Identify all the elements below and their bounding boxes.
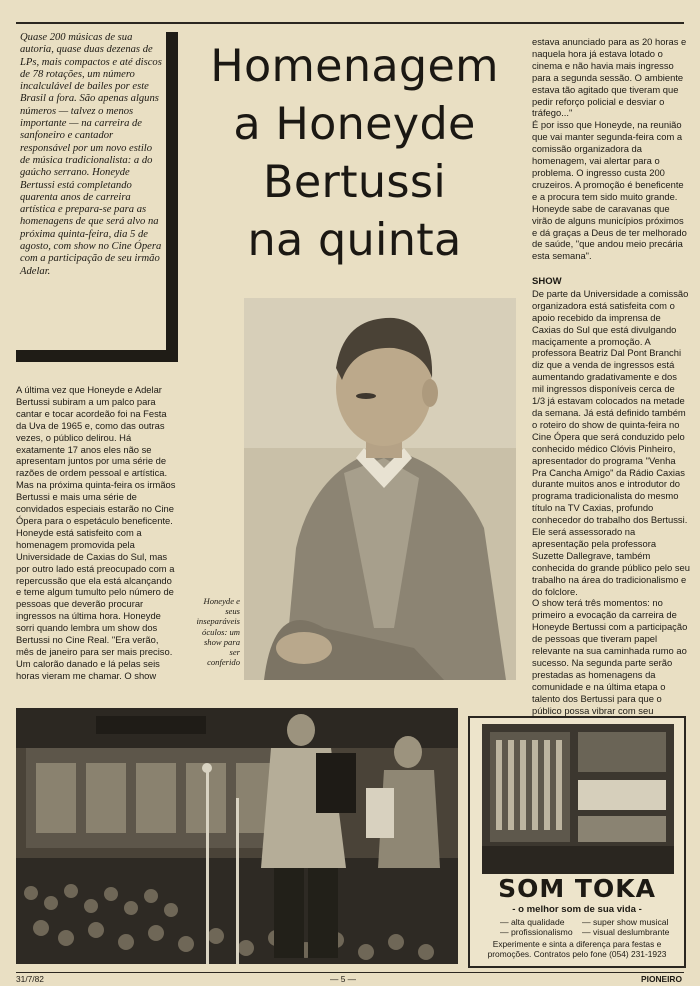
mixing-console-illustration xyxy=(482,724,674,874)
show-photo xyxy=(16,708,458,964)
title-line-1: Homenagem xyxy=(210,41,499,92)
column-right-bottom xyxy=(532,276,690,716)
column-left xyxy=(16,384,176,690)
paragraph: É por isso que Honeyde, na reunião que vai manter segunda-feira com a comissão organizadora da homenagem, vai alertar para o problema. O ingresso custa 200 cruzeiros. A promoção é beneficente e a procura tem sido muito grande. Honeyde sabe de caravanas que virão de alguns municípios próximos e dá graças a Deus de ter melhorado de saúde, "que andou meio precária esta semana". xyxy=(532,119,687,262)
ad-equipment-photo xyxy=(482,724,674,874)
advertisement xyxy=(468,716,686,968)
page-number: — 5 — xyxy=(330,974,357,984)
title-line-3: Bertussi xyxy=(263,157,446,208)
top-rule xyxy=(16,22,684,24)
title-line-2: a Honeyde xyxy=(233,99,476,150)
paragraph: O show terá três momentos: no primeiro a evocação da carreira de Honeyde Bertussi com a participação de pessoas que tiveram papel relevante na sua caminhada rumo ao sucesso. Na segunda parte serão prestadas as homenagens da comunidade e na última etapa o talento dos Bertussi para que o público possa vibrar com seu xyxy=(532,597,688,716)
paragraph: De parte da Universidade a comissão organizadora está satisfeita com o apoio recebido da imprensa de Caxias do Sul que está divulgando maciçamente a promoção. A professora Beatriz Dal Pont Branchi diz que a venda de ingressos está aumentando gradativamente e dos mil ingressos disponíveis cerca de 1/3 já estavam colocados na metade da semana. Já está definido também o roteiro do show de quinta-feira no Cine Ópera que será conduzido pelo conhecido médico Clóvis Pinheiro, apresentador do programa "Venha Pra Cancha Amigo" da Rádio Caxias durante muitos anos e introdutor do programa tradicionalista do mesmo título na TV Caxias, profundo conhecedor do trabalho dos Bertussi. Ele será assessorado na apresentação pela professora Suzette Dallegrave, também conhecida do grande público pelo seu trabalho na área do tradicionalismo e do folclore. xyxy=(532,287,690,597)
paragraph: A última vez que Honeyde e Adelar Bertussi subiram a um palco para cantar e tocar acordeão foi na Festa da Uva de 1965 e, como das outras vezes, o público delirou. Há exatamente 17 anos eles não se apresentam juntos por uma série de razões de ordem pessoal e artística. Mas na próxima quinta-feira os irmãos Bertussi e mais uma série de convidados especiais estarão no Cine Ópera para o espetáculo beneficente. xyxy=(16,384,176,526)
ad-feature: — super show musical xyxy=(582,917,669,927)
ad-brand-name: SOM TOKA xyxy=(498,874,656,903)
publication-name: PIONEIRO xyxy=(641,974,682,984)
intro-frame-bottom xyxy=(16,350,178,362)
intro-frame-right xyxy=(166,32,178,362)
ad-feature: — profissionalismo xyxy=(500,927,573,937)
paragraph: estava anunciado para as 20 horas e naquela hora já estava lotado o cinema e não havia mais ingresso para a segunda sessão. O ambiente estava tão agitado que tiveram que pedir reforço policial e desviar o tráfego..." xyxy=(532,36,687,119)
ad-feature: — alta qualidade xyxy=(500,917,565,927)
footer-date: 31/7/82 xyxy=(16,974,44,984)
portrait-illustration xyxy=(244,298,516,680)
show-illustration xyxy=(16,708,458,964)
ad-feature: — visual deslumbrante xyxy=(582,927,670,937)
article-title xyxy=(182,38,527,270)
column-right-top xyxy=(532,36,690,262)
ad-slogan: - o melhor som de sua vida - xyxy=(512,904,642,915)
ad-contact: Experimente e sinta a diferença para festas e promoções. Contratos pelo fone (054) 231-1923 xyxy=(487,939,667,960)
title-line-4: na quinta xyxy=(247,215,462,266)
paragraph: Honeyde está satisfeito com a homenagem promovida pela Universidade de Caxias do Sul, mas por outro lado está preocupado com a repercussão que ela está alcançando e teme algum tumulto pelo número de pessoas que deverão procurar ingressos na última hora. Honeyde sorri quando lembra um show dos Bertussi no Cine Real. "Era verão, mês de janeiro para ser mais preciso. Um calorão danado e lá pelas seis horas vieram me chamar. O show xyxy=(16,526,175,681)
photo-caption: Honeyde e seus inseparáveis óculos: um show para ser conferido xyxy=(196,596,240,668)
footer-rule xyxy=(16,972,684,973)
portrait-photo xyxy=(244,298,516,680)
article-intro: Quase 200 músicas de sua autoria, quase duas dezenas de LPs, mais compactos e até discos de 78 rotações, um número incalculável de bailes por este Brasil a fora. São apenas alguns números — talvez o menos importante — na carreira de sanfoneiro e cantador responsável por um novo estilo de música tradicionalista: a do gaúcho serrano. Honeyde Bertussi está completando quarenta anos de carreira artística e prepara-se para as homenagens de que será alvo na próxima quinta-feira, dia 5 de agosto, com show no Cine Ópera com a participação de seu irmão Adelar. xyxy=(20,32,162,277)
section-heading: SHOW xyxy=(532,276,562,287)
